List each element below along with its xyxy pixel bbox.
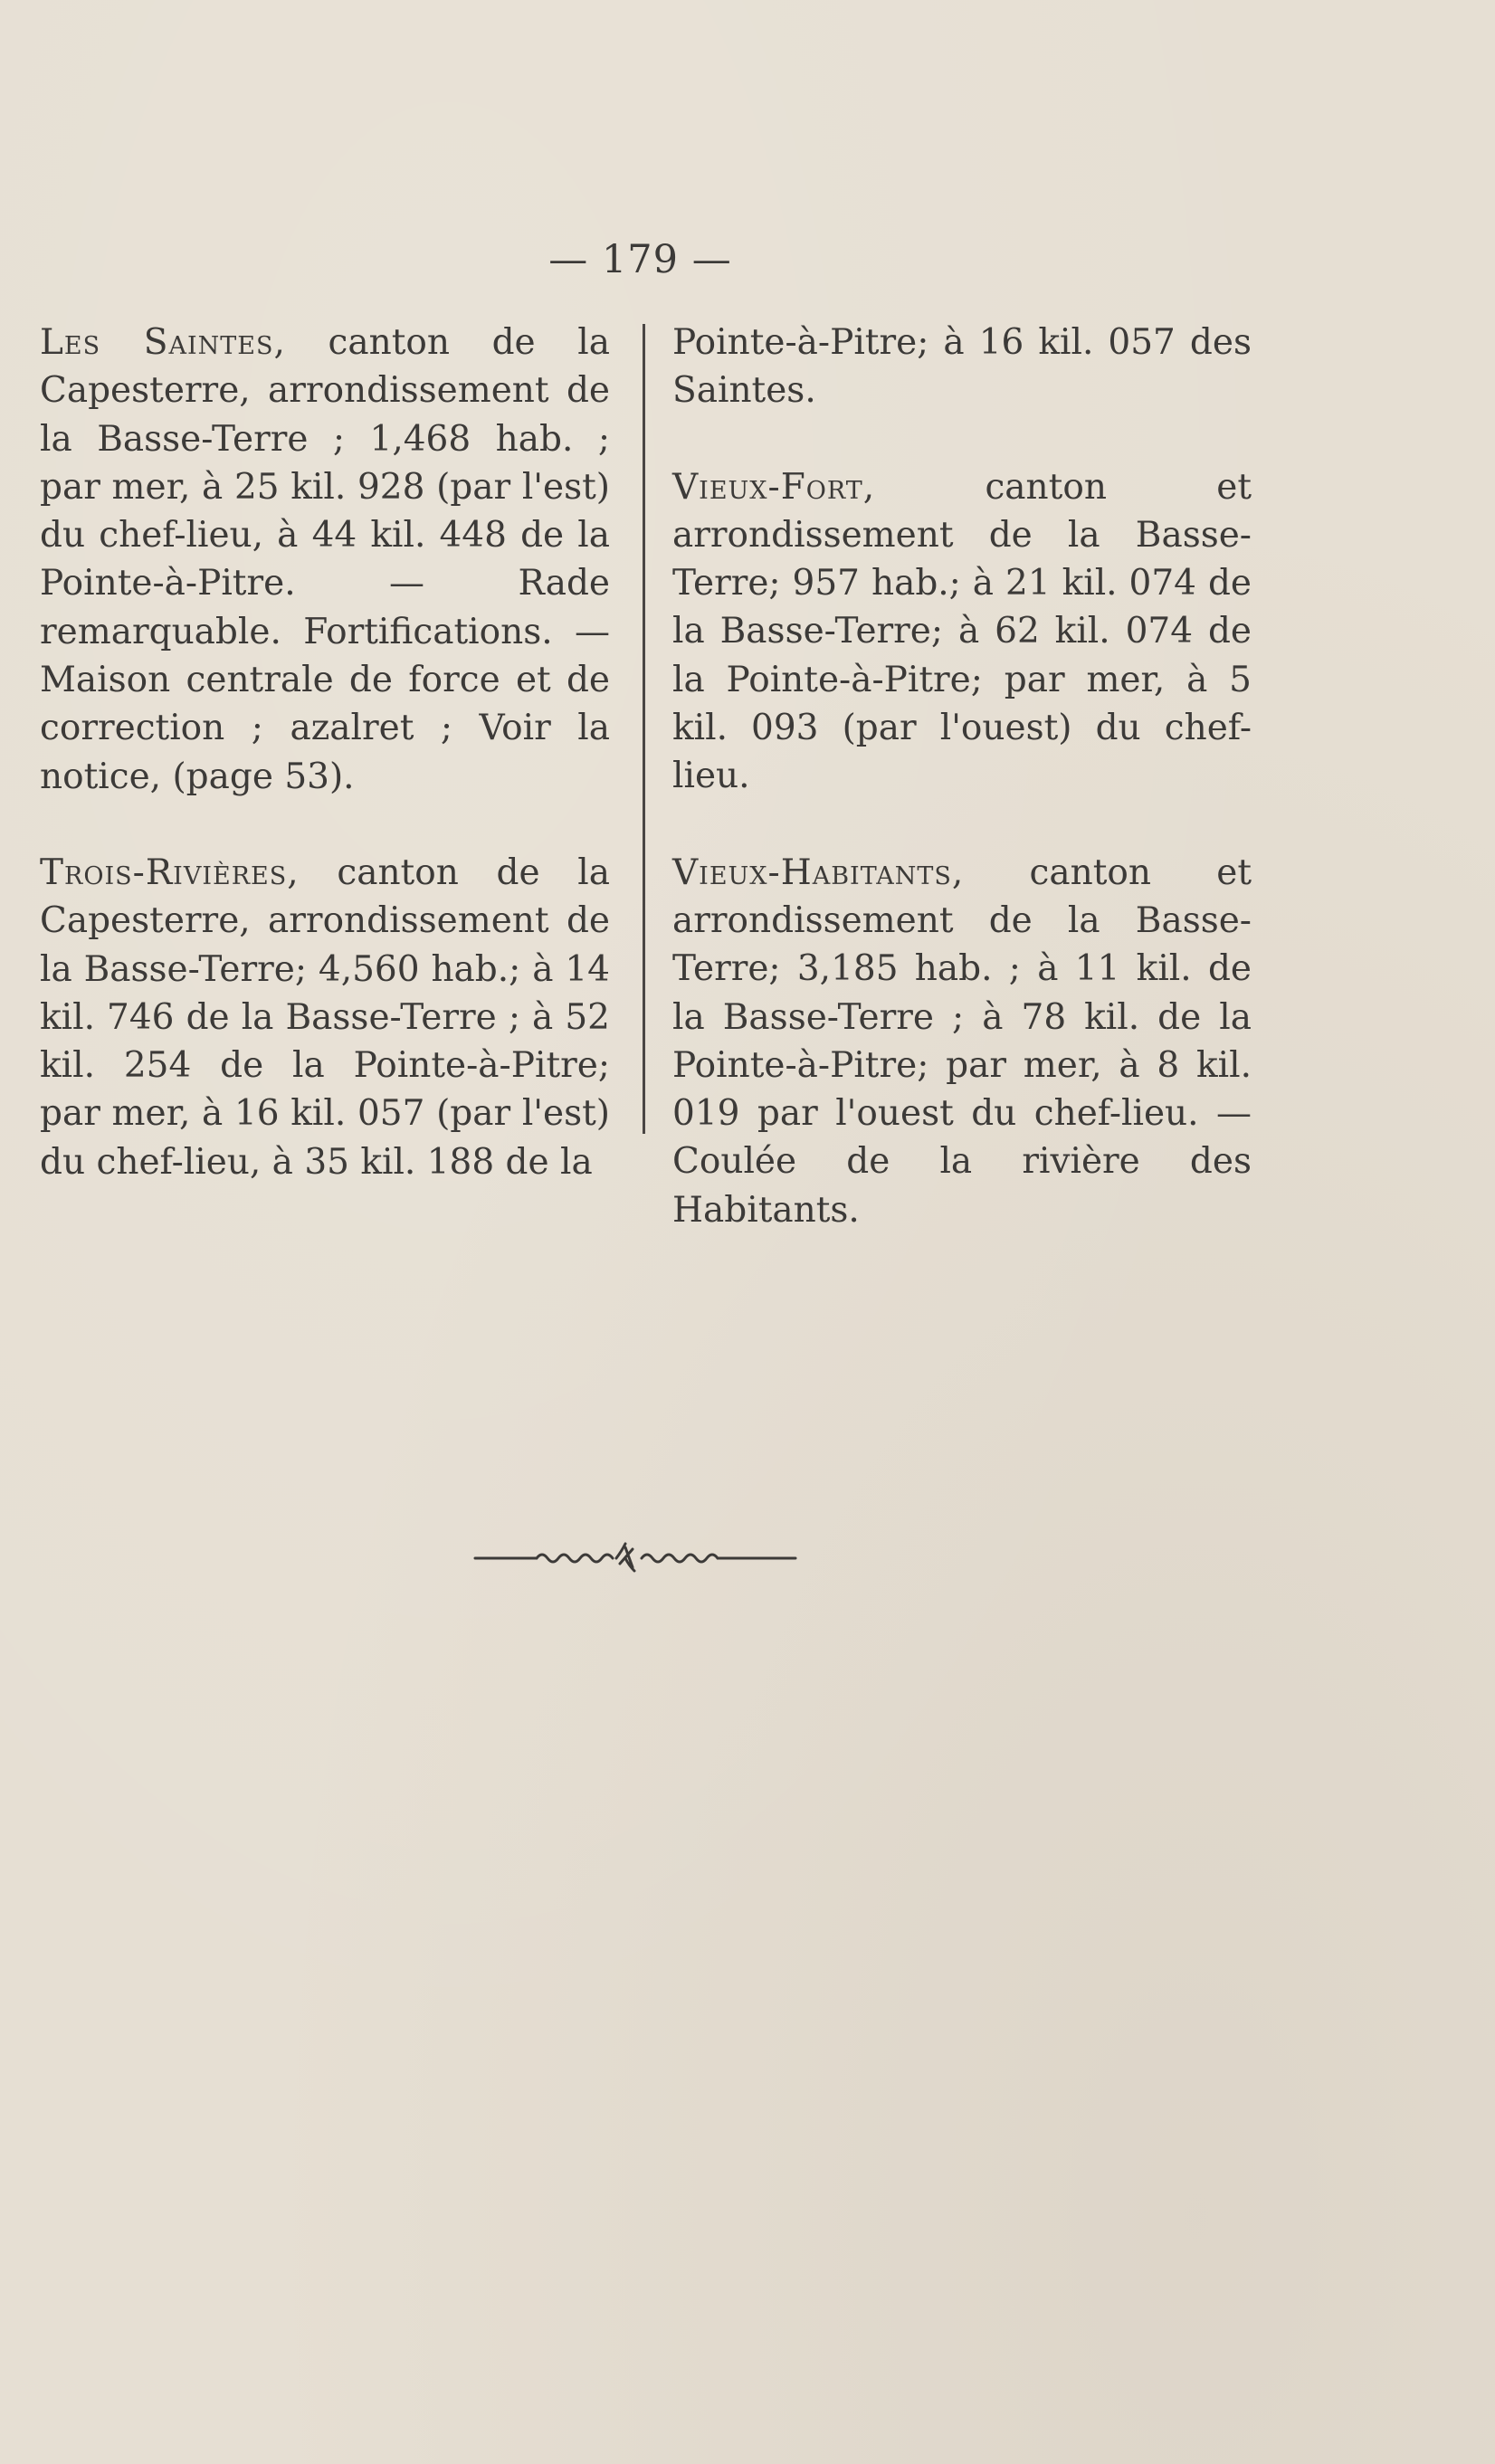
right-column (672, 319, 1252, 1234)
entry-les-saintes (40, 319, 610, 801)
column-divider (643, 324, 645, 1134)
entry-vieux-habitants (672, 849, 1252, 1234)
entry-name: Trois-Rivières, (40, 851, 300, 893)
entry-text: canton et arrondissement de la Basse-Terre; 957 hab.; à 21 kil. 074 de la Basse-Terre; à 62 kil. 074 de la Pointe-à-Pitre; par mer, à 5 kil. 093 (par l'ouest) du chef-lieu. (672, 466, 1252, 797)
entry-continuation: Pointe-à-Pitre; à 16 kil. 057 des Saintes. (672, 322, 1252, 412)
entry-text: canton de la Capesterre, arrondissement de la Basse-Terre ; 1,468 hab. ; par mer, à 25 kil. 928 (par l'est) du chef-lieu, à 44 kil. 448 de la Pointe-à-Pitre. — Rade remarquable. Fortifications. — Maison centrale de force et de correction ; azalret ; Voir la notice, (page 53). (40, 322, 610, 797)
entry-name: Vieux-Habitants, (672, 851, 965, 893)
entry-text: canton de la Capesterre, arrondissement de la Basse-Terre; 4,560 hab.; à 14 kil. 746 de la Basse-Terre ; à 52 kil. 254 de la Pointe-à-Pitre; par mer, à 16 kil. 057 (par l'est) du chef-lieu, à 35 kil. 188 de la (40, 851, 610, 1183)
page-number: — 179 — (548, 237, 732, 282)
entry-vieux-fort (672, 463, 1252, 801)
wavy-rule-ornament-icon (473, 1529, 799, 1584)
left-column (40, 319, 610, 1186)
entry-name: Les Saintes, (40, 322, 286, 363)
entry-name: Vieux-Fort, (672, 466, 876, 508)
entry-text: canton et arrondissement de la Basse-Terre; 3,185 hab. ; à 11 kil. de la Basse-Terre ; à 78 kil. de la Pointe-à-Pitre; par mer, à 8 kil. 019 par l'ouest du chef-lieu. — Coulée de la rivière des Habitants. (672, 851, 1252, 1231)
entry-trois-rivieres (40, 849, 610, 1186)
